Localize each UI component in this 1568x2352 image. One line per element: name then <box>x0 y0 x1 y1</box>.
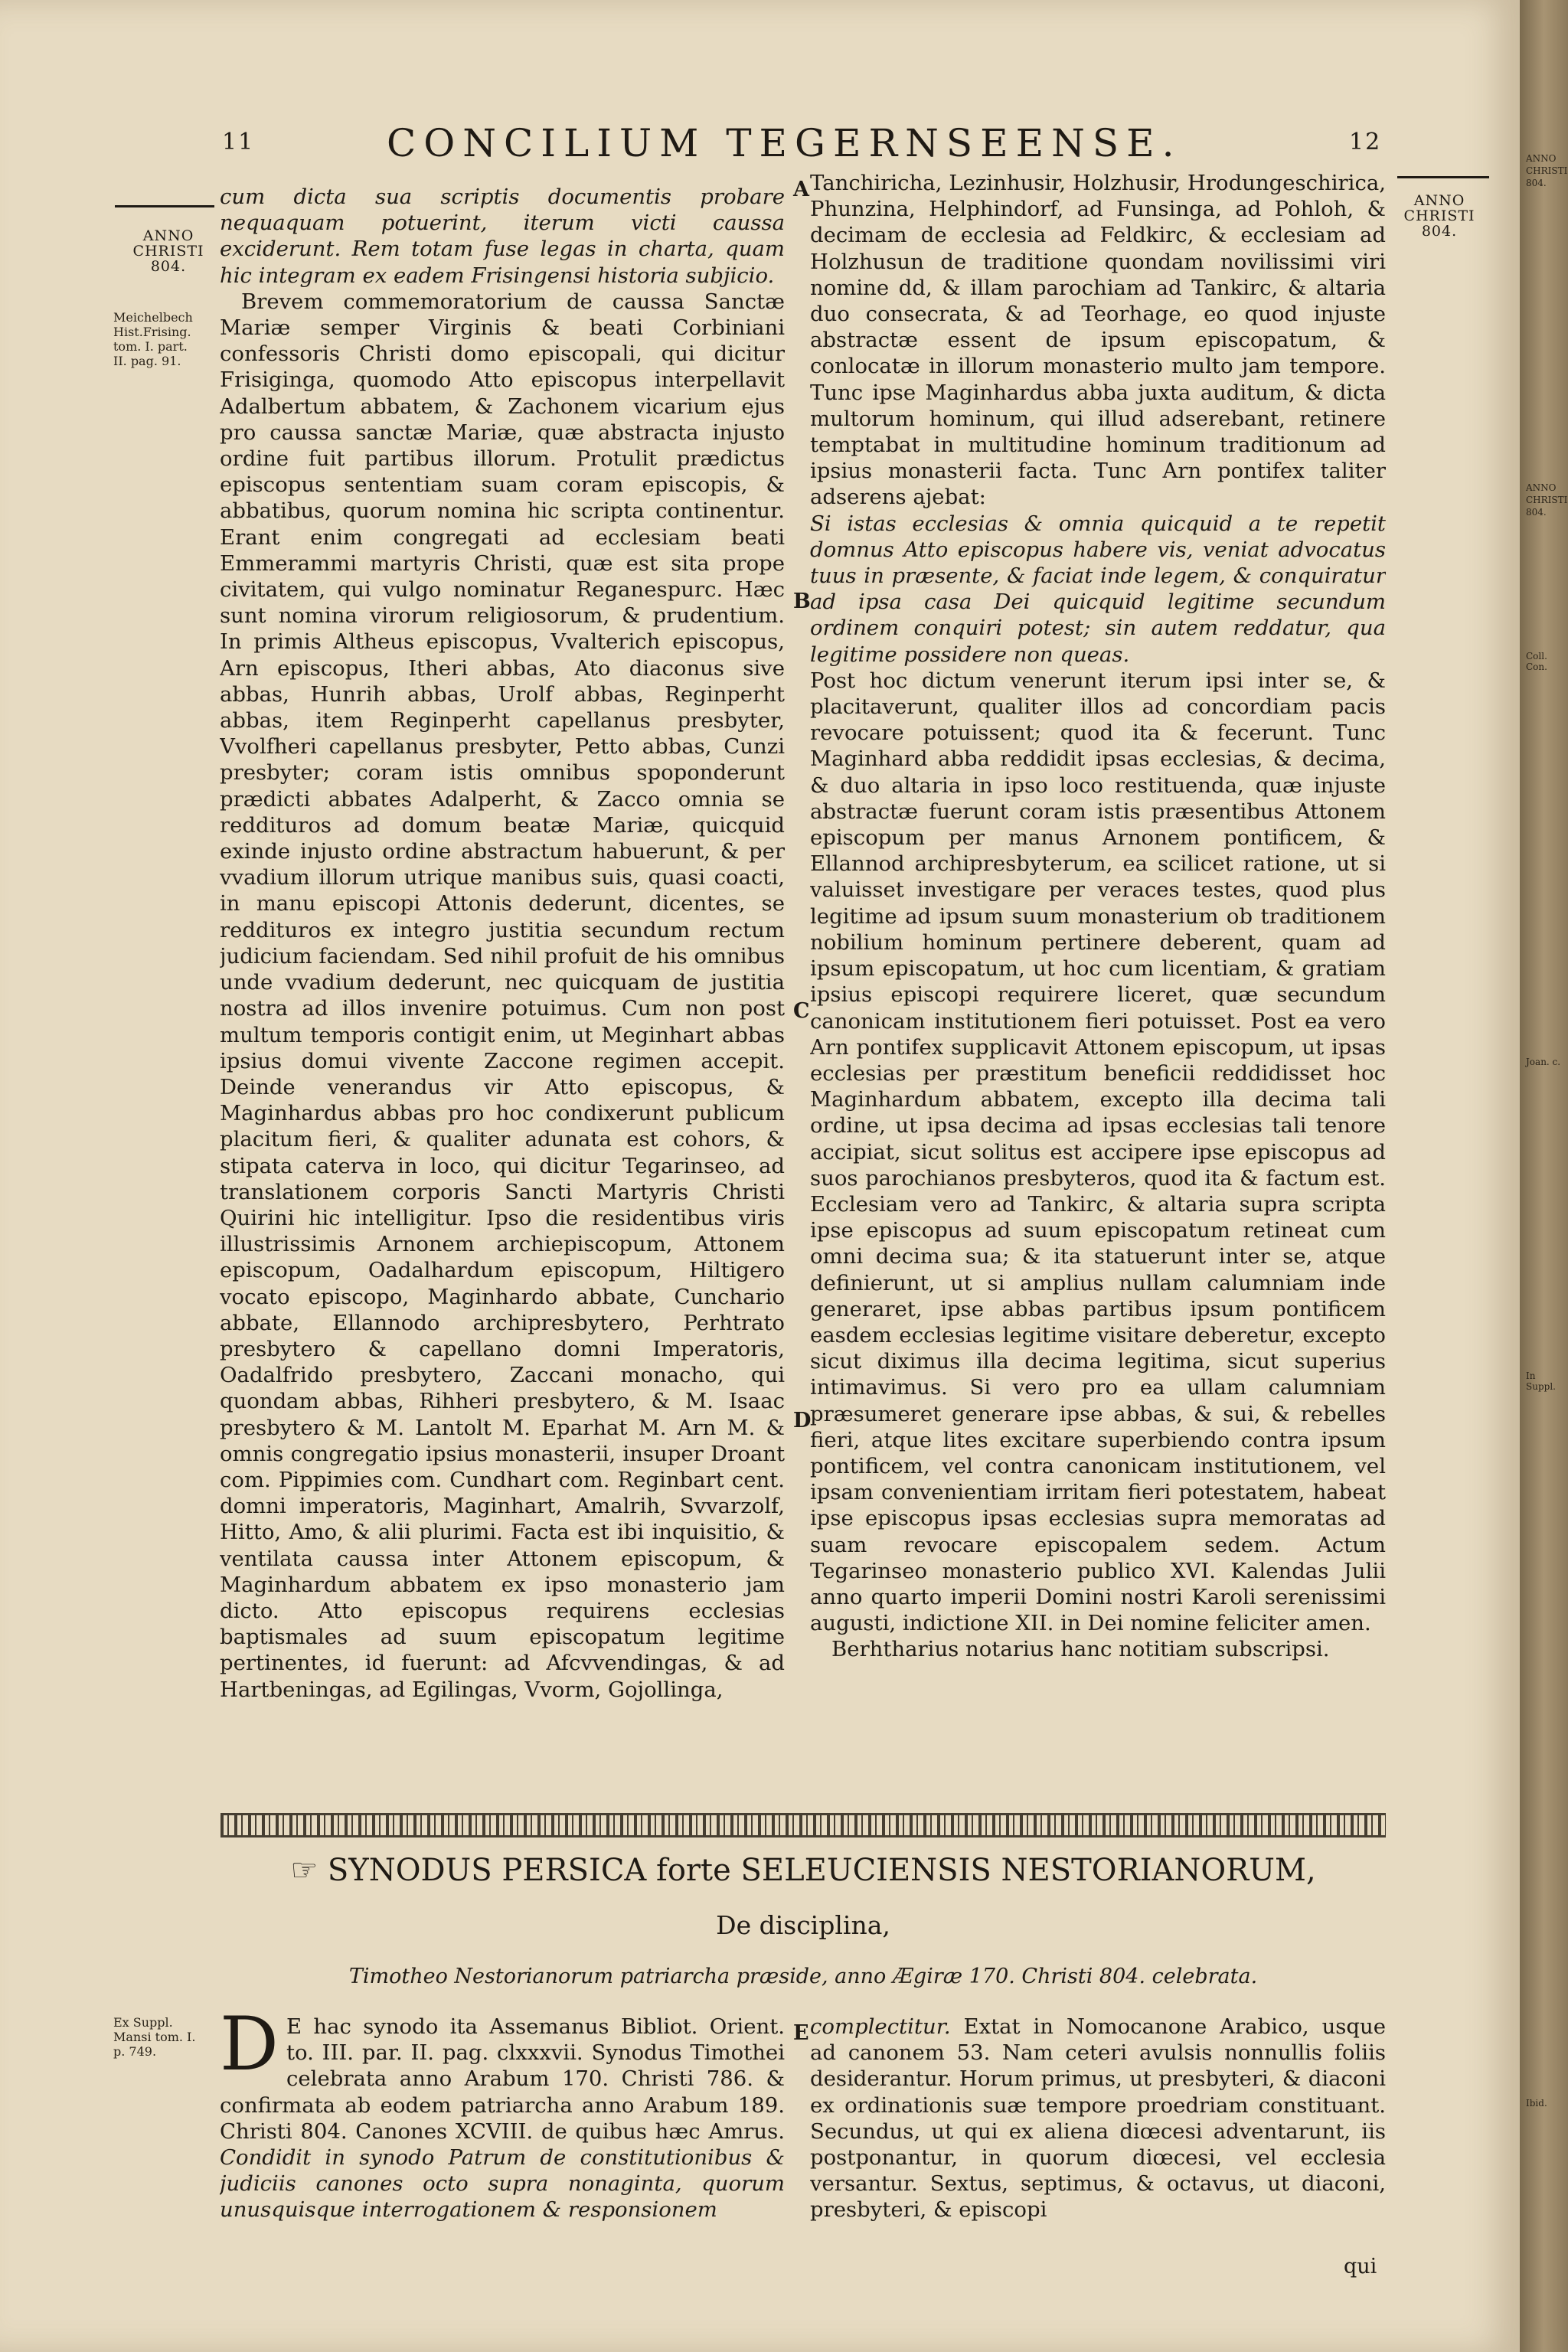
anno-right <box>1393 193 1485 239</box>
left-intro-italic: cum dicta sua scriptis documentis probare nequaquam potuerint, iterum victi caussa exciderunt. Rem totam fuse legas in charta, quam hic integram ex eadem Frisingensi historia subjicio. <box>220 185 785 288</box>
synod-subtitle: De disciplina, <box>716 1910 890 1940</box>
facing-page-edge <box>1520 0 1568 2352</box>
synod-left-text: E hac synodo ita Assemanus Bibliot. Orient. to. III. par. II. pag. clxxxvii. Synodus Timothei celebrata anno Arabum 170. Christi 786. & confirmata ab eodem patriarcha anno Arabum 189. Christi 804. Canones XCVIII. de quibus hæc Amrus. <box>220 2014 785 2144</box>
page-title: CONCILIUM TEGERNSEENSE. <box>387 121 1182 165</box>
synod-right-column <box>810 2014 1386 2255</box>
facing-christi-1: CHRISTI <box>1526 165 1568 176</box>
synod-left-column <box>220 2014 785 2251</box>
ornamental-divider <box>220 1813 1386 1838</box>
facing-christi-2: CHRISTI <box>1526 495 1568 505</box>
margin-note-line: tom. I. part. <box>113 339 188 354</box>
section-marker-b: B <box>793 590 811 613</box>
facing-anno-2: ANNO <box>1526 482 1557 493</box>
signature-line: Berhtharius notarius hanc notitiam subscripsi. <box>831 1637 1330 1662</box>
margin-note-line: II. pag. 91. <box>113 354 181 368</box>
facing-note-suppl: In Suppl. <box>1526 1370 1556 1392</box>
right-body-text-2: Post hoc dictum venerunt iterum ipsi inter se, & placitaverunt, qualiter illos ad concordiam pacis revocare potuissent; quod ita & fecerunt. Tunc Maginhard abba reddidit ipsas ecclesias, & decima, & duo altaria in ipso loco restituenda, quæ injuste abstractæ fuerunt coram istis præsentibus Attonem episcopum per manus Arnonem pontificem, & Ellannod archipresbyterum, ea scilicet ratione, ut si valuisset investigare per veraces testes, quod plus legitime ad ipsum suum monasterium ob traditionem nobilium hominum pertinere deberent, quam ad ipsum episcopatum, ut hoc cum licentiam, & gratiam ipsius episcopi requirere liceret, quæ secundum canonicam institutionem fieri potuisset. Post ea vero Arn pontifex supplicavit Attonem episcopum, ut ipsas ecclesias per præstitum beneficii reddidisset hoc Maginhardum abbatem, excepto illa decima tali ordine, ut ipsa decima ad ipsas ecclesias tali tenore accipiat, sicut solitus est accipere ipse episcopus ad suos parochianos presbyteros, quod ita & factum est. Ecclesiam vero ad Tankirc, & altaria supra scripta ipse episcopus ad suum episcopatum retineat cum omni decima sua; & ita statuerunt inter se, atque definierunt, ut si amplius nullam calumniam inde generaret, ipse abbas partibus ipsum pontificem easdem ecclesias legitime visitare deberetur, excepto sicut diximus illa decima legitima, sicut superius intimavimus. Si vero pro ea ullam calumniam præsumeret generare ipse abbas, & sui, & rebelles fieri, atque lites excitare superbiendo contra ipsum pontificem, vel contra canonicam institutionem, vel ipsam convenientiam irritam fieri potestatem, habeat ipse episcopus ipsas ecclesias supra memoratas ad suam revocare episcopalem sedem. Actum Tegarinseo monasterio publico XVI. Kalendas Julii anno quarto imperii Domini nostri Karoli serenissimi augusti, indictione XII. in Dei nomine feliciter amen. <box>810 668 1386 1636</box>
facing-note-joan: Joan. c. <box>1526 1057 1561 1067</box>
section-marker-c: C <box>793 999 810 1023</box>
facing-year-1: 804. <box>1526 178 1547 188</box>
margin-note-line: Meichelbech <box>113 310 193 325</box>
left-text-column <box>220 184 785 1776</box>
facing-year-2: 804. <box>1526 507 1547 518</box>
margin-note-line: Ex Suppl. <box>113 2015 173 2030</box>
synod-presiding-line: Timotheo Nestorianorum patriarcha præside, anno Ægiræ 170. Christi 804. celebrata. <box>348 1965 1258 1988</box>
right-body-text-1: Tanchiricha, Lezinhusir, Holzhusir, Hrodungeschirica, Phunzina, Helphindorf, ad Funsinga, ad Pohloh, & decimam de ecclesia ad Feldkirc, & ecclesiam ad Holzhusun de traditione quondam novilissimi viri nomine dd, & illam parochiam ad Tankirc, & altaria duo consecrata, & ad Teorhage, eo quod injuste abstractæ essent de ipsum episcopatum, & conlocatæ in illorum monasterio multo jam tempore. Tunc ipse Maginhardus abba juxta auditum, & dicta multorum hominum, qui illud adserebant, retinere temptabat in multitudine hominum traditionum ad ipsius monasterii facta. Tunc Arn pontifex taliter adserens ajebat: <box>810 171 1386 510</box>
left-header-rule <box>115 205 214 207</box>
catchword: qui <box>1344 2255 1377 2278</box>
right-quote-italic: Si istas ecclesias & omnia quicquid a te repetit domnus Atto episcopus habere vis, veniat advocatus tuus in præsente, & faciat inde legem, & conquiratur ad ipsa casa Dei quicquid legitime secundum ordinem conquiri potest; sin autem reddatur, qua legitime possidere non queas. <box>810 511 1386 667</box>
right-page-number: 12 <box>1349 129 1382 155</box>
synod-right-italic: complectitur. <box>810 2014 951 2039</box>
anno-right-line3: 804. <box>1421 223 1458 240</box>
synod-title: ☞ SYNODUS PERSICA forte SELEUCIENSIS NESTORIANORUM, <box>290 1853 1316 1888</box>
facing-note-ibid: Ibid. <box>1526 2098 1547 2109</box>
section-marker-e: E <box>793 2021 809 2045</box>
anno-left-line2: CHRISTI <box>132 243 204 260</box>
section-marker-a: A <box>793 178 809 201</box>
left-page-number: 11 <box>222 129 255 155</box>
anno-right-line1: ANNO <box>1413 192 1465 209</box>
margin-note-line: Hist.Frising. <box>113 325 191 339</box>
margin-note-meichelbech <box>113 310 214 368</box>
facing-note-coll: Coll. Con. <box>1526 651 1547 672</box>
synod-right-text: Extat in Nomocanone Arabico, usque ad canonem 53. Nam ceteri avulsis nonnullis foliis desiderantur. Horum primus, ut presbyteri, & diaconi ex ordinationis suæ tempore proedriam constituant. Secundus, ut qui ex aliena diœcesi adventarunt, iis postponantur, in quorum diœcesi, vel ecclesia versantur. Sextus, septimus, & octavus, ut diaconi, presbyteri, & episcopi <box>810 2014 1386 2223</box>
right-text-column <box>810 170 1386 1789</box>
left-body-text: Brevem commemoratorium de caussa Sanctæ Mariæ semper Virginis & beati Corbiniani confessoris Christi domo episcopali, qui dicitur Frisiginga, quomodo Atto episcopus interpellavit Adalbertum abbatem, & Zachonem vicarium ejus pro caussa sanctæ Mariæ, quæ abstracta injusto ordine fuit partibus illorum. Protulit prædictus episcopus sententiam suam coram episcopis, & abbatibus, quorum nomina hic scripta continentur. Erant enim congregati ad ecclesiam beati Emmerammi martyris Christi, quæ est sita prope civitatem, qui vulgo nominatur Reganespurc. Hæc sunt nomina virorum religiosorum, & prudentium. In primis Altheus episcopus, Vvalterich episcopus, Arn episcopus, Itheri abbas, Ato diaconus sive abbas, Hunrih abbas, Urolf abbas, Reginperht abbas, item Reginperht capellanus presbyter, Vvolfheri capellanus presbyter, Petto abbas, Cunzi presbyter; coram istis omnibus spoponderunt prædicti abbates Adalperht, & Zacco omnia se reddituros ad domum beatæ Mariæ, quicquid exinde injusto ordine abstractum habuerunt, & per vvadium illorum utrique manibus suis, quasi coacti, in manu episcopi Attonis dederunt, dicentes, se reddituros ex integro justitia secundum rectum judicium faciendam. Sed nihil profuit de his omnibus unde vvadium dederunt, nec quicquam de justitia nostra ad illos invenire potuimus. Cum non post multum temporis contigit enim, ut Meginhart abbas ipsius domui vivente Zaccone regimen accepit. Deinde venerandus vir Atto episcopus, & Maginhardus abbas pro hoc condixerunt publicum placitum fieri, & qualiter adunata est cohors, & stipata caterva in loco, qui dicitur Tegarinseo, ad translationem corporis Sancti Martyris Christi Quirini hic intelligitur. Ipso die residentibus viris illustrissimis Arnonem archiepiscopum, Attonem episcopum, Oadalhardum episcopum, Hiltigero vocato episcopo, Maginhardo abbate, Cunchario abbate, Ellannodo archipresbytero, Perhtrato presbytero & capellano domni Imperatoris, Oadalfrido presbytero, Zaccani monacho, qui quondam abbas, Rihheri presbytero, & M. Isaac presbytero & M. Lantolt M. Eparhat M. Arn M. & omnis congregatio ipsius monasterii, insuper Droant com. Pippimies com. Cundhart com. Reginbart cent. domni imperatoris, Maginhart, Amalrih, Svvarzolf, Hitto, Amo, & alii plurimi. Facta est ibi inquisitio, & ventilata caussa inter Attonem episcopum, & Maginhardum abbatem ex ipso monasterio jam dicto. Atto episcopus requirens ecclesias baptismales ad suum episcopatum legitime pertinentes, id fuerunt: ad Afcvvendingas, & ad Hartbeningas, ad Egilingas, Vvorm, Gojollinga, <box>220 289 785 1702</box>
anno-left-line3: 804. <box>150 258 187 275</box>
facing-anno-1: ANNO <box>1526 153 1557 164</box>
section-marker-d: D <box>793 1409 812 1432</box>
margin-note-ex-suppl <box>113 2015 214 2059</box>
anno-right-line2: CHRISTI <box>1403 207 1475 224</box>
anno-left <box>122 228 214 274</box>
margin-note-line: Mansi tom. I. <box>113 2030 196 2044</box>
right-header-rule <box>1397 176 1489 178</box>
drop-cap: D <box>220 2014 279 2087</box>
margin-note-line: p. 749. <box>113 2044 157 2059</box>
synod-left-italic: Condidit in synodo Patrum de constitutionibus & judiciis canones octo supra nonaginta, quorum unusquisque interrogationem & responsionem <box>220 2145 785 2223</box>
anno-left-line1: ANNO <box>142 227 194 244</box>
